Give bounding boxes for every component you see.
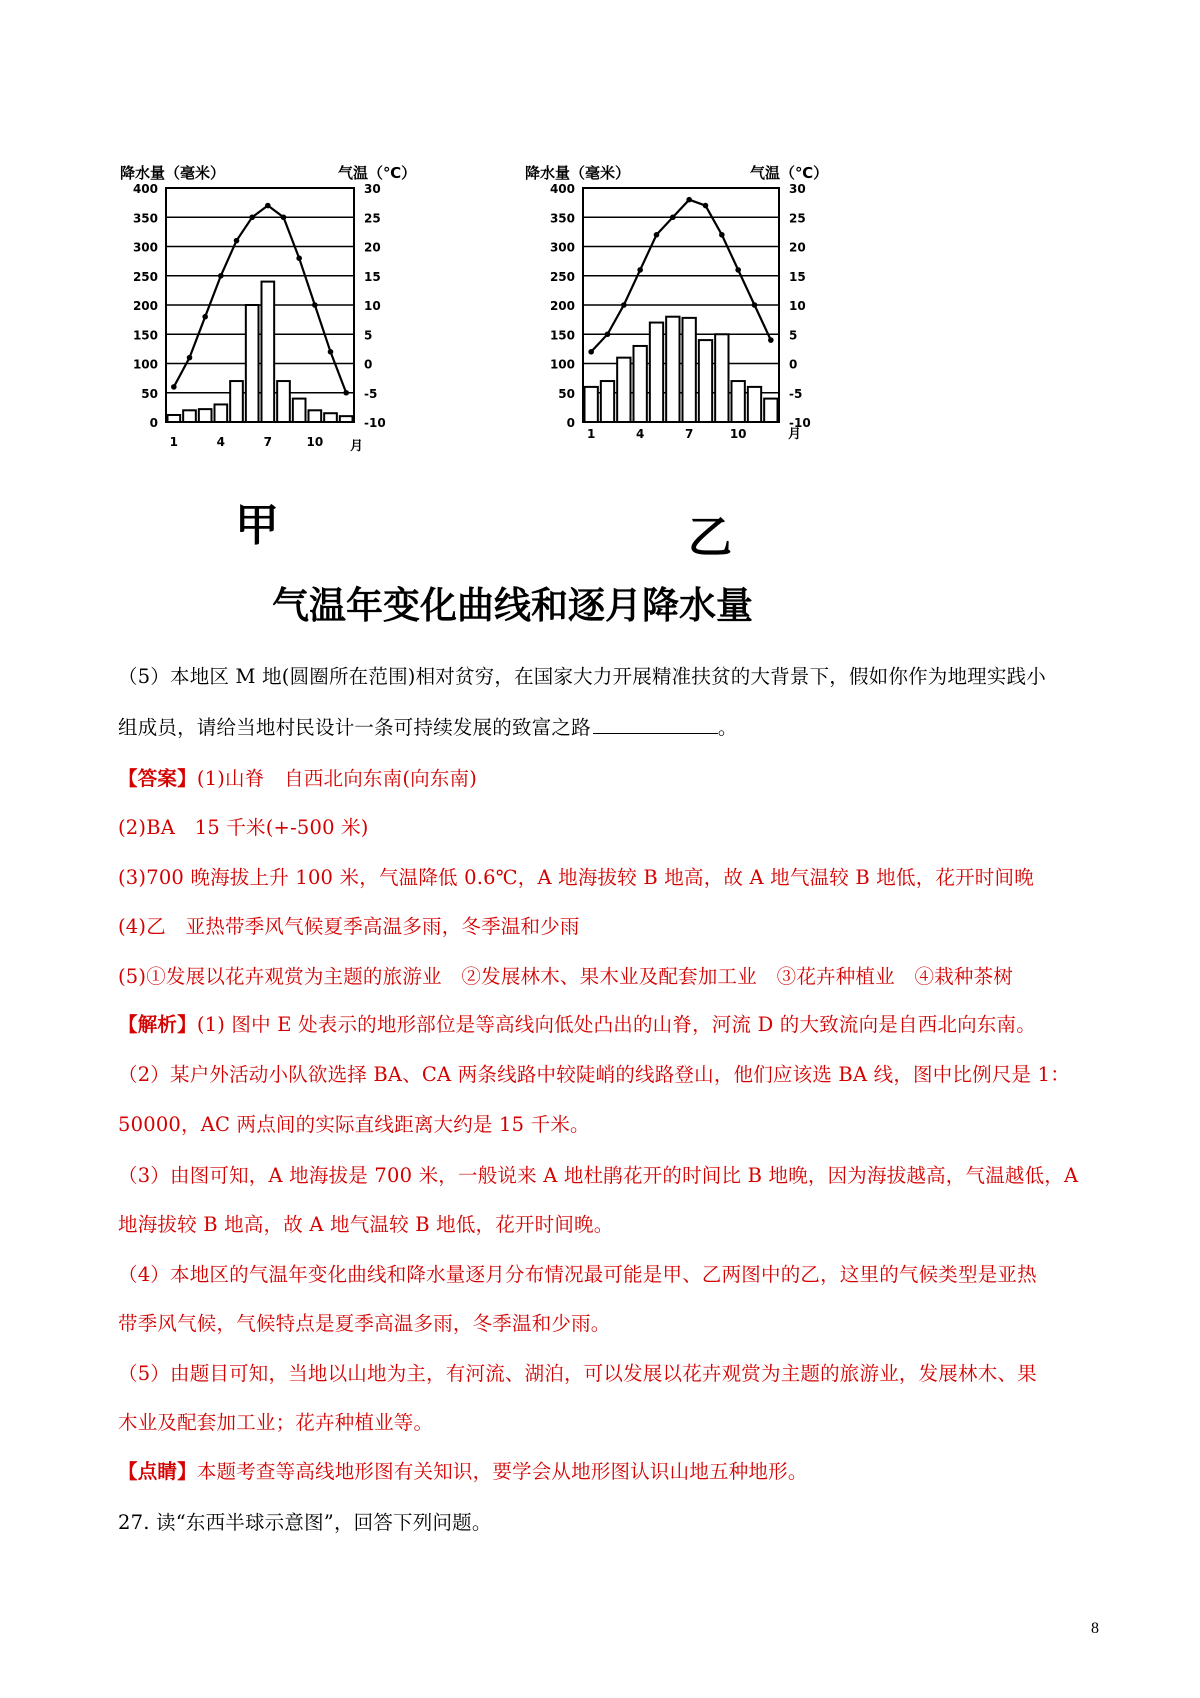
yi-precip-bar [764,399,777,422]
tip-tag: 【点睛】 [118,1460,197,1483]
jia-precip-bar [340,416,353,422]
jia-precip-tick: 150 [132,328,158,343]
yi-month-tick: 7 [684,427,694,441]
jia-precip-bar [246,305,259,422]
jia-precip-bar [183,410,196,422]
yi-precip-bar [634,346,647,422]
jia-temp-point [312,302,318,308]
yi-temp-point [670,214,676,220]
answer-3: (3)700 晚海拔上升 100 米，气温降低 0.6℃，A 地海拔较 B 地高，故 A 地气温较 B 地低，花开时间晚 [118,866,1034,889]
jia-month-tick: 10 [306,435,324,449]
yi-precip-tick: 150 [549,328,575,343]
yi-temp-point [621,302,627,308]
answer-4: (4)乙 亚热带季风气候夏季高温多雨，冬季温和少雨 [118,915,580,938]
yi-temp-point [605,331,611,337]
yi-temp-tick: 5 [789,328,798,343]
page-number: 8 [1091,1620,1099,1637]
jia-temp-point [234,238,240,244]
jia-temp-point [171,384,177,390]
analysis-1: (1) 图中 E 处表示的地形部位是等高线向低处凸出的山脊，河流 D 的大致流向是自西北向东南。 [196,1013,1036,1036]
jia-temp-point [249,214,255,220]
yi-precip-bar [699,340,712,422]
jia-precip-axis-label: 降水量（毫米） [120,164,226,182]
analysis-tag: 【解析】 [118,1013,197,1036]
question5-line2-text: 组成员，请给当地村民设计一条可持续发展的致富之路 [118,716,591,739]
jia-temp-line [174,206,346,393]
answer-blank [593,715,718,734]
jia-precip-tick: 300 [132,240,158,255]
jia-precip-bar [199,409,212,422]
jia-precip-bar [168,415,181,422]
analysis-5a: （5）由题目可知，当地以山地为主，有河流、湖泊，可以发展以花卉观赏为主题的旅游业，发展林木、果 [118,1362,1037,1385]
jia-precip-tick: 350 [132,211,158,226]
question5-line2-end: 。 [717,716,738,739]
analysis-4b: 带季风气候，气候特点是夏季高温多雨，冬季温和少雨。 [118,1312,611,1335]
jia-temp-point [296,255,302,261]
answer-line1 [118,766,1098,792]
answer-1: (1)山脊 自西北向东南(向东南) [196,767,478,790]
yi-temp-point [752,302,758,308]
yi-precip-axis-label: 降水量（毫米） [525,164,631,182]
yi-temp-point [686,197,692,203]
question5-line2 [118,715,1098,741]
yi-precip-bar [601,381,614,422]
yi-precip-bar [715,334,728,422]
yi-precip-tick: 100 [549,357,575,372]
yi-temp-tick: 10 [789,299,806,313]
answer-tag: 【答案】 [118,767,197,790]
jia-precip-tick: 50 [141,386,158,401]
jia-temp-tick: -10 [364,416,386,430]
yi-temp-tick: 25 [789,211,806,226]
yi-temp-point [768,337,774,343]
jia-temp-tick: 20 [364,240,381,255]
yi-temp-point [735,267,741,273]
tip-line [118,1459,1098,1485]
yi-precip-tick: 400 [549,182,575,196]
jia-temp-tick: 15 [364,269,381,284]
chart-jia [120,164,416,551]
yi-precip-bar [585,387,598,422]
jia-month-tick: 1 [169,435,179,449]
jia-month-tick: 7 [263,435,273,449]
analysis-2a: （2）某户外活动小队欲选择 BA、CA 两条线路中较陡峭的线路登山，他们应该选 BA 线，图中比例尺是 1： [118,1063,1070,1086]
yi-precip-tick: 50 [558,386,575,401]
jia-precip-bar [293,399,306,422]
yi-chart-label: 乙 [688,512,732,563]
jia-temp-point [328,349,334,355]
yi-precip-tick: 300 [549,240,575,255]
yi-precip-bar [748,387,761,422]
yi-temp-tick: -10 [789,416,811,430]
jia-temp-tick: 0 [364,357,373,372]
yi-precip-bar [683,318,696,422]
answer-2: (2)BA 15 千米(+-500 米) [118,816,369,839]
figure-caption: 气温年变化曲线和逐月降水量 [272,584,753,627]
jia-temp-point [202,314,208,320]
yi-precip-tick: 0 [566,416,575,430]
yi-temp-tick: 0 [789,357,798,372]
analysis-3a: （3）由图可知，A 地海拔是 700 米，一般说来 A 地杜鹃花开的时间比 B 地晚，因为海拔越高，气温越低，A [118,1164,1079,1187]
jia-temp-point [281,214,287,220]
yi-month-tick: 4 [635,427,645,441]
yi-precip-bar [650,323,663,422]
yi-temp-point [719,232,725,238]
tip-text: 本题考查等高线地形图有关知识，要学会从地形图认识山地五种地形。 [196,1460,808,1483]
yi-temp-point [637,267,643,273]
jia-temp-tick: 5 [364,328,373,343]
yi-month-tick: 1 [586,427,596,441]
jia-temp-axis-label: 气温（℃） [338,164,417,182]
yi-temp-tick: 15 [789,269,806,284]
yi-precip-bar [666,317,679,422]
jia-precip-tick: 100 [132,357,158,372]
jia-temp-point [343,390,349,396]
yi-precip-tick: 200 [549,299,575,313]
question-27: 27. 读“东西半球示意图”，回答下列问题。 [118,1511,492,1534]
jia-temp-point [218,273,224,279]
jia-precip-tick: 200 [132,299,158,313]
yi-temp-point [654,232,660,238]
analysis-line1 [118,1012,1098,1038]
yi-precip-tick: 350 [549,211,575,226]
chart-yi [525,164,828,563]
jia-precip-bar [277,381,290,422]
jia-precip-bar [230,381,243,422]
jia-temp-point [187,355,193,361]
question5-line1: （5）本地区 M 地(圆圈所在范围)相对贫穷，在国家大力开展精准扶贫的大背景下，假如你作为地理实践小 [118,665,1046,688]
yi-temp-tick: 30 [789,182,806,196]
yi-temp-axis-label: 气温（℃） [750,164,829,182]
jia-temp-tick: 30 [364,182,381,196]
answer-5: (5)①发展以花卉观赏为主题的旅游业 ②发展林木、果木业及配套加工业 ③花卉种植业 ④栽种茶树 [118,965,1014,988]
yi-month-tick: 10 [729,427,747,441]
analysis-5b: 木业及配套加工业；花卉种植业等。 [118,1411,434,1434]
jia-precip-tick: 400 [132,182,158,196]
yi-precip-bar [617,358,630,422]
jia-precip-tick: 0 [149,416,158,430]
jia-precip-bar [324,413,337,422]
analysis-2b: 50000，AC 两点间的实际直线距离大约是 15 千米。 [118,1113,590,1136]
jia-month-unit: 月 [350,439,364,454]
yi-precip-tick: 250 [549,269,575,284]
yi-precip-bar [732,381,745,422]
yi-temp-point [588,349,594,355]
jia-temp-tick: 10 [364,299,381,313]
jia-precip-bar [262,282,275,422]
jia-precip-bar [215,404,228,422]
jia-temp-tick: 25 [364,211,381,226]
jia-temp-point [265,203,271,209]
jia-precip-bar [309,410,322,422]
analysis-3b: 地海拔较 B 地高，故 A 地气温较 B 地低，花开时间晚。 [118,1213,614,1236]
climate-charts-figure [0,0,1200,660]
yi-temp-tick: 20 [789,240,806,255]
jia-chart-label: 甲 [235,500,279,551]
jia-month-tick: 4 [216,435,226,449]
jia-precip-tick: 250 [132,269,158,284]
yi-month-unit: 月 [788,427,802,442]
jia-temp-tick: -5 [364,386,378,401]
analysis-4a: （4）本地区的气温年变化曲线和降水量逐月分布情况最可能是甲、乙两图中的乙，这里的气候类型是亚热 [118,1263,1037,1286]
yi-temp-point [703,203,709,209]
yi-temp-tick: -5 [789,386,803,401]
